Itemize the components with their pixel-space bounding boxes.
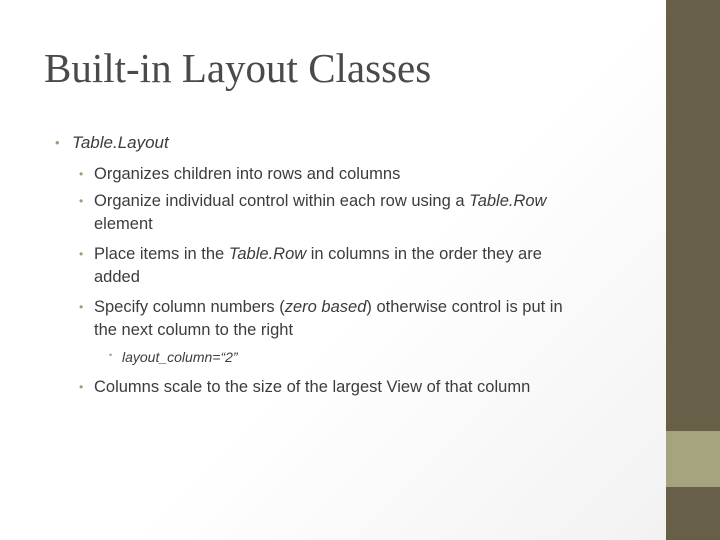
sidebar-bar-bottom <box>666 487 720 540</box>
bullet-text: Columns scale to the size of the largest View of that column <box>94 378 531 396</box>
bullet-text-emphasis: Table.Row <box>228 245 307 263</box>
bullet-text-emphasis: Table.Row <box>469 192 547 210</box>
bullet-dot: • <box>79 247 84 261</box>
bullet-text-continuation: the next column to the right <box>94 321 294 339</box>
bullet-text-emphasis: zero based <box>284 298 367 316</box>
bullet-table-layout <box>55 133 169 153</box>
bullet-organizes-children <box>79 163 401 186</box>
bullet-text-continuation: element <box>94 215 153 233</box>
bullet-text-pre: Organize individual control within each row using a <box>94 192 470 210</box>
bullet-dot: • <box>79 194 84 208</box>
bullet-text: Organizes children into rows and columns <box>94 165 401 183</box>
bullet-text-pre: Specify column numbers ( <box>94 298 285 316</box>
bullet-organize-individual <box>79 190 547 236</box>
bullet-text-post: ) otherwise control is put in <box>366 298 563 316</box>
bullet-dot: • <box>79 300 84 314</box>
bullet-dot: • <box>79 380 84 394</box>
bullet-place-items <box>79 243 542 289</box>
bullet-dot: • <box>109 350 113 360</box>
bullet-dot: • <box>55 135 60 150</box>
bullet-columns-scale <box>79 376 531 399</box>
slide-title: Built-in Layout Classes <box>44 45 432 91</box>
bullet-layout-column-example <box>109 349 238 365</box>
bullet-text-pre: Place items in the <box>94 245 229 263</box>
sidebar-bar-top <box>666 0 720 431</box>
bullet-text: Table.Layout <box>72 133 169 152</box>
bullet-dot: • <box>79 167 84 181</box>
sidebar-accent-block <box>666 431 720 487</box>
bullet-text-post: in columns in the order they are <box>306 245 542 263</box>
bullet-specify-column <box>79 296 563 342</box>
bullet-text-continuation: added <box>94 268 140 286</box>
bullet-text: layout_column=“2” <box>122 349 238 365</box>
